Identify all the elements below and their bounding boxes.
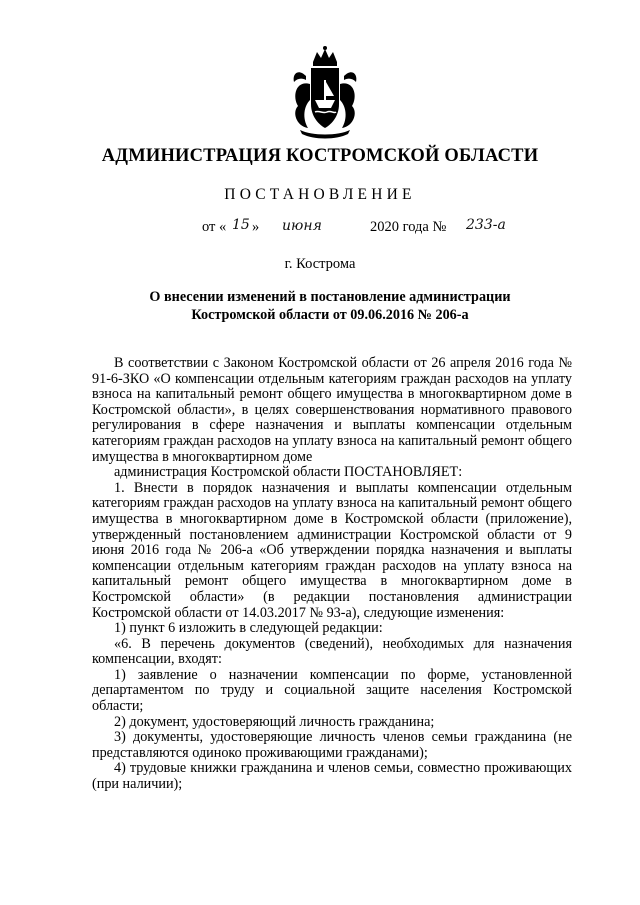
date-number-line [0, 217, 640, 241]
paragraph-doc-2: 2) документ, удостоверяющий личность гражданина; [114, 713, 435, 730]
paragraph-clause-6: «6. В перечень документов (сведений), необходимых для назначения компенсации, входят: [92, 635, 572, 668]
document-type: ПОСТАНОВЛЕНИЕ [224, 186, 416, 203]
title-line-1: О внесении изменений в постановление администрации [149, 289, 511, 305]
paragraph-item-1: 1. Внести в порядок назначения и выплаты компенсации отдельным категориям граждан расходов на уплату взноса на капитальный ремонт общего имущества в многоквартирном доме в Костромской области (приложение), утвержденный постановлением администрации Костромской области от 9 июня 2016 года № 206-а «Об утверждении порядка назначения и выплаты компенсации отдельным категориям граждан расходов на уплату взноса на капитальный ремонт общего имущества в многоквартирном доме в Костромской области» (в редакции постановления администрации Костромской области от 14.03.2017 № 93-а), следующие изменения: [92, 479, 572, 621]
title-line-2: Костромской области от 09.06.2016 № 206-а [191, 307, 469, 323]
date-month-handwritten: июня [282, 218, 322, 234]
paragraph-doc-1: 1) заявление о назначении компенсации по форме, установленной департаментом по труду и социальной защите населения Костромской области; [92, 666, 572, 715]
paragraph-doc-3: 3) документы, удостоверяющие личность членов семьи гражданина (не представляются одиноко проживающими гражданами); [92, 729, 572, 761]
paragraph-preamble: В соответствии с Законом Костромской области от 26 апреля 2016 года № 91-6-ЗКО «О компенсации отдельным категориям граждан расходов на уплату взноса на капитальный ремонт общего имущества в многоквартирном доме в Костромской области», в целях совершенствования нормативного правового регулирования в сфере назначения и выплаты компенсации отдельным категориям граждан расходов на уплату взноса на капитальный ремонт общего имущества в многоквартирном доме [92, 355, 572, 465]
paragraph-subitem-1: 1) пункт 6 изложить в следующей редакции: [114, 620, 383, 637]
document-body [92, 356, 572, 793]
city-name: г. Кострома [284, 256, 356, 272]
document-number-handwritten: 233-а [466, 217, 506, 233]
date-prefix: от « [202, 219, 227, 235]
date-close: » [252, 219, 260, 235]
document-title [120, 288, 540, 324]
coat-of-arms-emblem [286, 44, 364, 140]
paragraph-resolves: администрация Костромской области ПОСТАНОВЛЯЕТ: [114, 464, 463, 481]
date-day-handwritten: 15 [232, 217, 250, 233]
date-year-label: 2020 года № [370, 219, 447, 235]
organization-name: АДМИНИСТРАЦИЯ КОСТРОМСКОЙ ОБЛАСТИ [101, 146, 539, 166]
paragraph-doc-4: 4) трудовые книжки гражданина и членов семьи, совместно проживающих (при наличии); [92, 760, 572, 793]
